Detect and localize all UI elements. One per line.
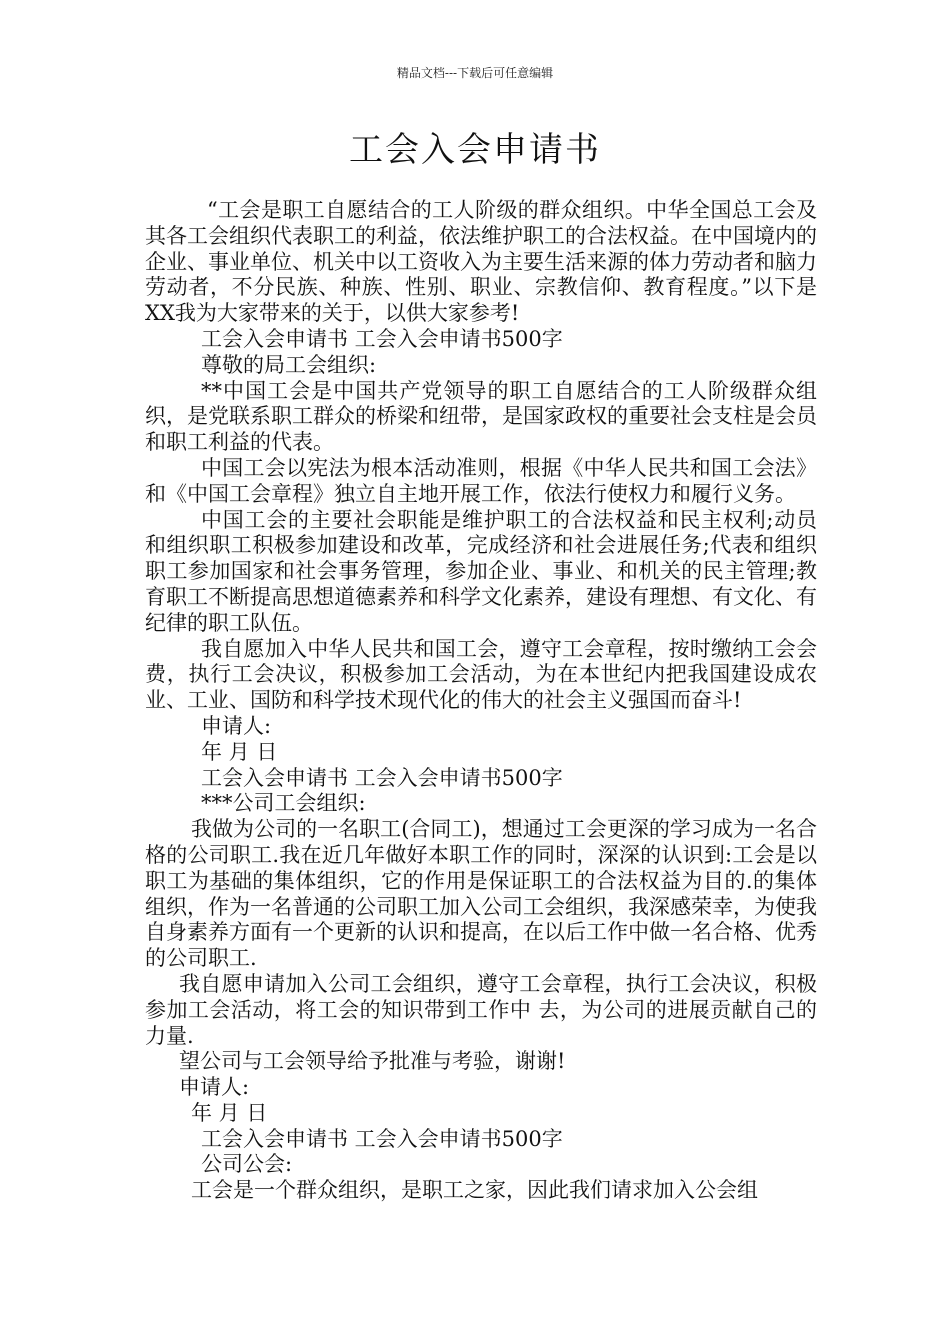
page-header: 精品文档---下载后可任意编辑: [396, 66, 554, 80]
body-paragraph: 中国工会的主要社会职能是维护职工的合法权益和民主权利;动员和组织职工积极参加建设和改革，完成经济和社会进展任务;代表和组织职工参加国家和社会事务管理，参加企业、事业、和机关的民主管理;教育职工不断提高思想道德素养和科学文化素养，建设有理想、有文化、有纪律的职工队伍。: [145, 507, 817, 635]
body-paragraph: **中国工会是中国共产党领导的职工自愿结合的工人阶级群众组织，是党联系职工群众的桥梁和纽带，是国家政权的重要社会支柱是会员和职工利益的代表。: [145, 378, 817, 455]
body-paragraph: 望公司与工会领导给予批准与考验，谢谢!: [179, 1049, 566, 1074]
body-paragraph: 我做为公司的一名职工(合同工)，想通过工会更深的学习成为一名合格的公司职工.我在近几年做好本职工作的同时，深深的认识到:工会是以职工为基础的集体组织，它的作用是保证职工的合法权益为目的.的集体组织，作为一名普通的公司职工加入公司工会组织，我深感荣幸，为使我自身素养方面有一个更新的认识和提高，在以后工作中做一名合格、优秀的公司职工.: [145, 817, 817, 971]
date-line: 年 月 日: [201, 739, 278, 764]
document-body: [145, 198, 817, 1204]
applicant-line: 申请人:: [201, 713, 272, 738]
applicant-line: 申请人:: [179, 1075, 250, 1100]
date-line: 年 月 日: [191, 1100, 268, 1125]
salutation: 公司公会:: [201, 1152, 293, 1177]
section-heading: 工会入会申请书 工会入会申请书500字: [201, 326, 563, 351]
salutation: ***公司工会组织:: [201, 791, 366, 816]
body-paragraph: 工会是一个群众组织，是职工之家，因此我们请求加入公会组: [191, 1178, 758, 1203]
salutation: 尊敬的局工会组织:: [201, 352, 377, 377]
intro-paragraph: “工会是职工自愿结合的工人阶级的群众组织。中华全国总工会及其各工会组织代表职工的利益，依法维护职工的合法权益。在中国境内的企业、事业单位、机关中以工资收入为主要生活来源的体力劳动者和脑力劳动者，不分民族、种族、性别、职业、宗教信仰、教育程度。”以下是XX我为大家带来的关于，以供大家参考!: [145, 198, 817, 326]
document-title: 工会入会申请书: [349, 130, 601, 170]
body-paragraph: 中国工会以宪法为根本活动准则，根据《中华人民共和国工会法》和《中国工会章程》独立自主地开展工作，依法行使权力和履行义务。: [145, 455, 817, 506]
section-heading: 工会入会申请书 工会入会申请书500字: [201, 765, 563, 790]
body-paragraph: 我自愿加入中华人民共和国工会，遵守工会章程，按时缴纳工会会费，执行工会决议，积极参加工会活动，为在本世纪内把我国建设成农业、工业、国防和科学技术现代化的伟大的社会主义强国而奋斗!: [145, 636, 817, 713]
section-heading: 工会入会申请书 工会入会申请书500字: [201, 1126, 563, 1151]
body-paragraph: 我自愿申请加入公司工会组织，遵守工会章程，执行工会决议，积极参加工会活动，将工会的知识带到工作中 去，为公司的进展贡献自己的力量.: [145, 971, 817, 1048]
